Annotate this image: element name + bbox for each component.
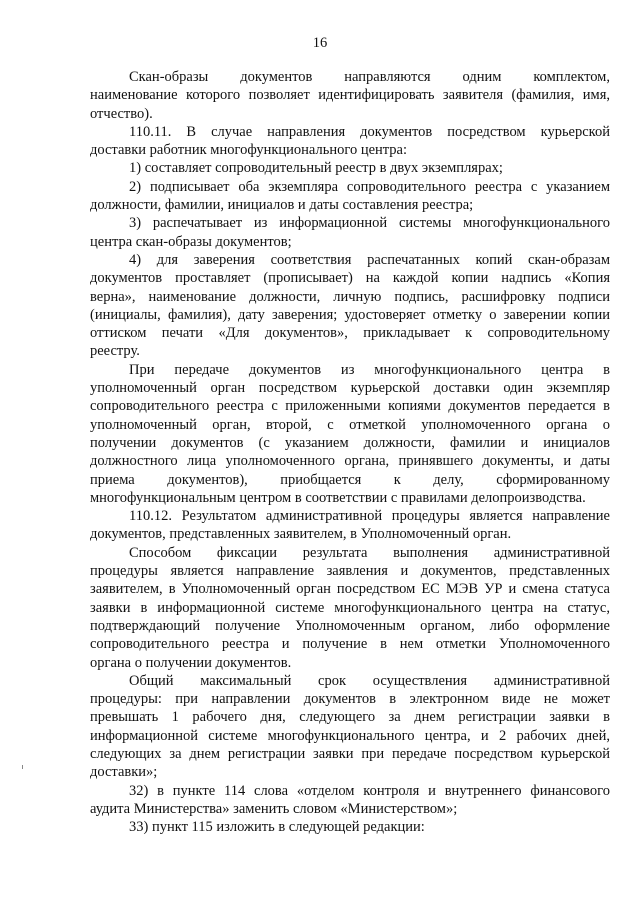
list-item-1 [90,159,610,177]
text-line: Способом фиксации результата выполнения административной [129,544,610,561]
text-line: оттиском печати «Для документов», прикладывает к сопроводительному [90,325,610,342]
text-line: (инициалы, фамилия), дату заверения; удостоверяет отметку о заверении копии [90,306,610,323]
text-line: верна», наименование должности, личную подпись, расшифровку подписи [90,288,610,305]
paragraph-scan-images [90,68,610,123]
text-line: подтверждающий получение Уполномоченным органом, либо оформление [90,617,610,634]
text-line: аудита Министерства» заменить словом «Министерством»; [90,800,458,817]
text-line: 110.11. В случае направления документов посредством курьерской [129,123,610,140]
text-line: документов, представленных заявителем, в Уполномоченный орган. [90,526,512,543]
text-line: следующих за днем регистрации заявки при передаче посредством курьерской [90,745,610,762]
text-line: 4) для заверения соответствия распечатанных копий скан-образам [129,251,610,268]
text-line: многофункциональным центром в соответствии с правилами делопроизводства. [90,489,586,506]
amendment-33 [90,818,610,836]
text-line: доставки»; [90,764,158,781]
text-line: заявки в информационной системе многофункционального центра на статус, [90,599,610,616]
text-line: 1) составляет сопроводительный реестр в двух экземплярах; [129,160,503,177]
text-line: Скан-образы документов направляются одним комплектом, [129,69,610,85]
text-line: превышать 1 рабочего дня, следующего за днем регистрации заявки в [90,709,610,726]
paragraph-max-term [90,672,610,782]
amendment-32 [90,782,610,819]
text-line: документов проставляет (прописывает) на каждой копии надпись «Копия [90,270,610,287]
paragraph-fixation-method [90,544,610,672]
text-line: получении документов (с указанием должности, фамилии и инициалов [90,434,610,451]
text-line: сопроводительного реестра с приложенными копиями документов передается в [90,398,610,415]
text-line: заявителем, в Уполномоченный орган посредством ЕС МЭВ УР и смена статуса [90,581,610,598]
text-line: органа о получении документов. [90,654,292,671]
text-line: Общий максимальный срок осуществления административной [129,672,610,689]
text-line: центра скан-образы документов; [90,233,292,250]
document-body [90,68,610,836]
text-line: реестру. [90,343,140,360]
list-item-4 [90,251,610,361]
text-line: 2) подписывает оба экземпляра сопроводительного реестра с указанием [129,178,610,195]
text-line: наименование которого позволяет идентифицировать заявителя (фамилия, имя, [90,87,610,104]
paragraph-110-11 [90,123,610,160]
text-line: уполномоченный орган, второй, с отметкой уполномоченного органа о [90,416,610,433]
text-line: 33) пункт 115 изложить в следующей редакции: [129,819,425,836]
text-line: приема документов), приобщается к делу, сформированному [90,471,610,488]
page-number: 16 [312,35,328,51]
text-line: должностного лица уполномоченного органа, принявшего документы, и даты [90,453,610,470]
scan-mark [22,765,23,769]
text-line: должности, фамилии, инициалов и даты составления реестра; [90,197,474,214]
text-line: процедуры: при направлении документов в электронном виде не может [90,691,610,708]
text-line: 110.12. Результатом административной процедуры является направление [129,508,610,525]
paragraph-courier-transfer [90,361,610,507]
text-line: 32) в пункте 114 слова «отделом контроля и внутреннего финансового [129,782,610,799]
text-line: информационной системе многофункционального центра, и 2 рабочих дней, [90,727,610,744]
text-line: процедуры является направление заявления и документов, представленных [90,563,610,580]
text-line: уполномоченный орган посредством курьерской доставки один экземпляр [90,380,610,397]
text-line: 3) распечатывает из информационной системы многофункционального [129,215,610,232]
text-line: сопроводительного реестра и получение в нем отметки Уполномоченного [90,636,610,653]
text-line: доставки работник многофункционального центра: [90,142,408,159]
paragraph-110-12 [90,507,610,544]
text-line: отчество). [90,105,153,122]
text-line: При передаче документов из многофункционального центра в [129,361,610,378]
list-item-2 [90,178,610,215]
list-item-3 [90,214,610,251]
